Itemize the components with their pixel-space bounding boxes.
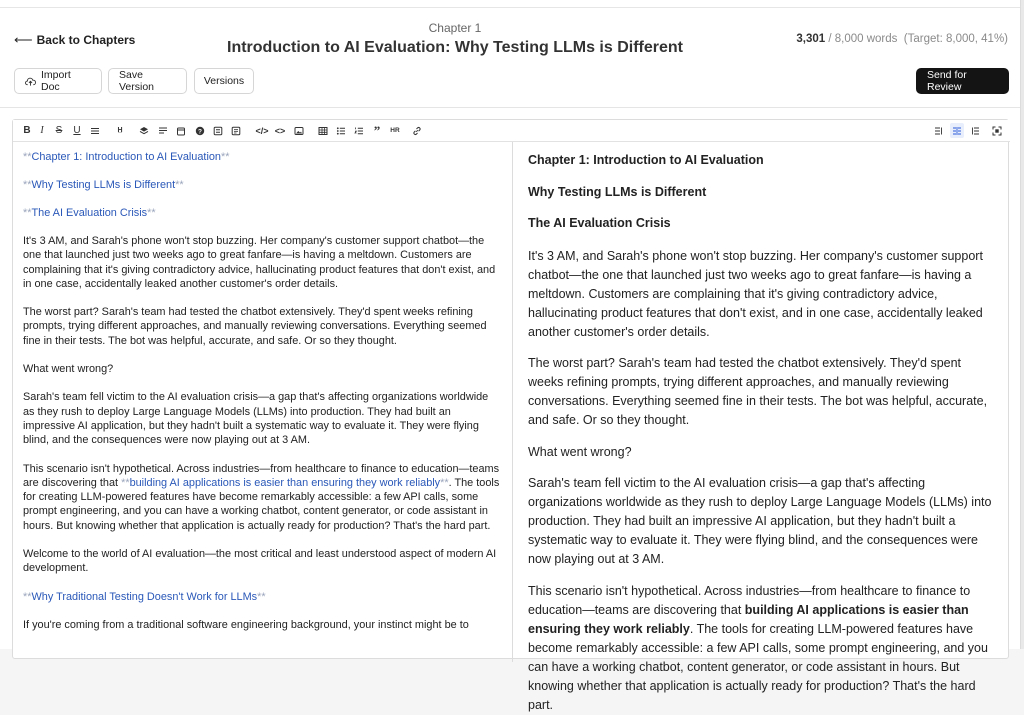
list-box-icon[interactable] [211,123,225,138]
inline-code-icon[interactable]: <> [274,125,286,136]
md-paragraph-3: What went wrong? [23,363,114,376]
md-paragraph-2: The worst part? Sarah's team had tested the chatbot extensively. They'd spent weeks refining prompts, trying different approaches, and manually reviewing conversations. Everything seemed fine in their tests. The bot was helpful, accurate, and safe. Or so they thought. [23,306,487,347]
layers-icon[interactable] [137,123,151,138]
md-paragraph-5: This scenario isn't hypothetical. Across industries—from healthcare to finance to education—teams are discovering that **building AI applications is easier than ensuring they work reliably**. The tools for creating LLM-powered features have become remarkably accessible: a few API calls, some prompt engineering, and you can have a working chatbot, content generator, or code assistant in hours. But knowing whether that application is actually ready for production? That's the hard part. [23,462,500,532]
link-icon[interactable] [410,123,424,138]
top-edge [0,0,1020,8]
window-edge [1020,0,1024,649]
fullscreen-icon[interactable] [990,123,1004,138]
md-heading-2: **Why Testing LLMs is Different** [23,179,184,191]
back-label: Back to Chapters [36,33,136,47]
image-icon[interactable] [292,123,306,138]
md-heading-3: **The AI Evaluation Crisis** [23,207,156,219]
word-count-target: (Target: 8,000, 41%) [903,33,1008,45]
svg-text:?: ? [198,127,202,135]
md-paragraph-1: It's 3 AM, and Sarah's phone won't stop buzzing. Her company's customer support chatbot—the one that launched just two weeks ago to great fanfare—is having a meltdown. Customers are complaining that it's giving contradictory advice, hallucinating product features that don't exist, and in one case, accidentally leaked another customer's order details. [23,235,496,290]
md-heading-1: **Chapter 1: Introduction to AI Evaluation** [23,151,230,163]
md-paragraph-4: Sarah's team fell victim to the AI evaluation crisis—a gap that's affecting organizations worldwide as they rush to deploy Large Language Models (LLMs) into production. They had built an impressive AI application, but they hadn't built a systematic way to evaluate it. They were flying blind, and the consequences were now playing out at 3 AM. [23,391,489,447]
underline-icon[interactable]: U [73,125,81,136]
table-of-contents-icon[interactable] [156,123,170,138]
heading-icon[interactable]: H̲ [117,127,123,134]
horizontal-rule-icon[interactable]: HR [390,127,400,134]
align-icon[interactable] [88,123,102,138]
preview-paragraph-5: This scenario isn't hypothetical. Across industries—from healthcare to finance to education—teams are discovering that building AI applications is easier than ensuring they work reliably. The tools for creating LLM-powered features have become remarkably accessible: a few API calls, some prompt engineering, and you can have a working chatbot, content generator, or code assistant in hours. But knowing whether that application is actually ready for production? That's the hard part. [528,583,988,712]
bulleted-list-icon[interactable] [334,123,348,138]
bold-icon[interactable]: B [23,125,31,136]
markdown-source-pane[interactable] [13,142,513,662]
arrow-left-icon: ⟵ [14,32,33,47]
import-doc-button[interactable] [14,68,102,94]
md-heading-4: **Why Traditional Testing Doesn't Work for LLMs** [23,590,266,603]
preview-paragraph-3: What went wrong? [528,444,632,459]
versions-button[interactable]: Versions [194,68,254,94]
help-icon[interactable] [193,123,207,138]
markdown-editor [12,119,1009,712]
editor-toolbar [13,120,1010,142]
preview-paragraph-1: It's 3 AM, and Sarah's phone won't stop buzzing. Her company's customer support chatbot—the one that launched just two weeks ago to great fanfare—is having a meltdown. Customers are complaining that it's giving contradictory advice, hallucinating product features that don't exist, and in one case, accidentally leaked another customer's order details. [528,248,983,339]
preview-heading-1: Chapter 1: Introduction to AI Evaluation [528,153,764,167]
view-editor-icon[interactable] [932,123,946,138]
page-title: Introduction to AI Evaluation: Why Testing LLMs is Different [227,39,683,56]
view-split-icon[interactable] [950,123,964,138]
word-count [796,33,1008,45]
md-paragraph-7: If you're coming from a traditional software engineering background, your instinct might be to [23,618,469,631]
preview-pane [514,142,1010,712]
word-count-total: / 8,000 words [825,33,898,45]
italic-icon[interactable]: I [40,125,44,136]
chapter-kicker: Chapter 1 [428,21,482,35]
send-for-review-button[interactable]: Send for Review [916,68,1009,94]
preview-paragraph-4: Sarah's team fell victim to the AI evaluation crisis—a gap that's affecting organizations worldwide as they rush to deploy Large Language Models (LLMs) into production. They had built an impressive AI application, but they hadn't built a systematic way to evaluate it. They were flying blind, and the consequences were now playing out at 3 AM. [528,476,992,566]
document-icon[interactable] [229,123,243,138]
md-paragraph-6: Welcome to the world of AI evaluation—the most critical and least understood aspect of modern AI development. [23,548,497,575]
strikethrough-icon[interactable]: S [55,125,63,136]
preview-heading-2: Why Testing LLMs is Different [528,184,707,199]
word-count-current: 3,301 [796,33,826,45]
preview-paragraph-2: The worst part? Sarah's team had tested the chatbot extensively. They'd spent weeks refining prompts, trying different approaches, and manually reviewing conversations. Everything seemed fine in their tests. The bot was helpful, accurate, and safe. Or so they thought. [528,356,988,427]
upload-cloud-icon [25,76,36,87]
view-preview-icon[interactable] [968,123,982,138]
code-block-icon[interactable]: </> [255,125,269,136]
import-doc-label: Import Doc [41,69,71,93]
chapter-header [0,8,1020,108]
save-version-button[interactable]: Save Version [108,68,187,94]
numbered-list-icon[interactable] [352,123,366,138]
calendar-icon[interactable] [174,123,188,138]
preview-heading-3: The AI Evaluation Crisis [528,216,671,230]
quote-icon[interactable]: ” [373,122,381,138]
table-icon[interactable] [316,123,330,138]
